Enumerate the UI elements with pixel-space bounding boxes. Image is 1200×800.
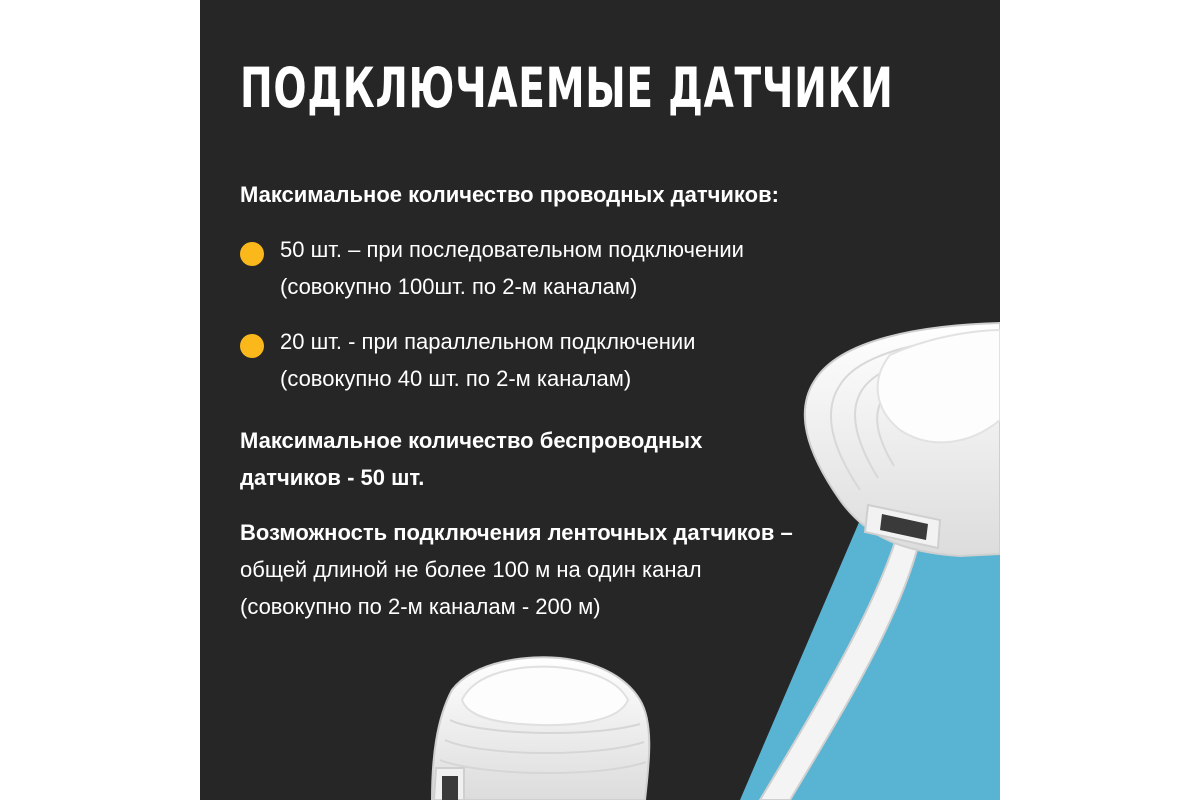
wireless-line: датчиков - 50 шт. <box>240 465 425 490</box>
right-sensor-device <box>805 323 1000 556</box>
tape-line: (совокупно по 2-м каналам - 200 м) <box>240 594 601 619</box>
bullet-text <box>280 231 744 305</box>
bullet-dot-icon <box>240 242 264 266</box>
tape-line: общей длиной не более 100 м на один канал <box>240 557 702 582</box>
page-title: ПОДКЛЮЧАЕМЫЕ ДАТЧИКИ <box>240 56 894 120</box>
wireless-line: Максимальное количество беспроводных <box>240 428 703 453</box>
bullet-line: 20 шт. - при параллельном подключении <box>280 329 696 354</box>
bullet-text <box>280 323 695 397</box>
bullet-dot-icon <box>240 334 264 358</box>
tape-sensor-info <box>240 514 793 625</box>
bottom-sensor-device <box>432 657 649 800</box>
tape-line: Возможность подключения ленточных датчиков – <box>240 520 793 545</box>
wireless-info <box>240 422 702 496</box>
bullet-line: (совокупно 40 шт. по 2-м каналам) <box>280 366 632 391</box>
bullet-line: (совокупно 100шт. по 2-м каналам) <box>280 274 638 299</box>
wired-heading: Максимальное количество проводных датчиков: <box>240 182 779 207</box>
bullet-line: 50 шт. – при последовательном подключении <box>280 237 744 262</box>
info-panel <box>200 0 1000 800</box>
